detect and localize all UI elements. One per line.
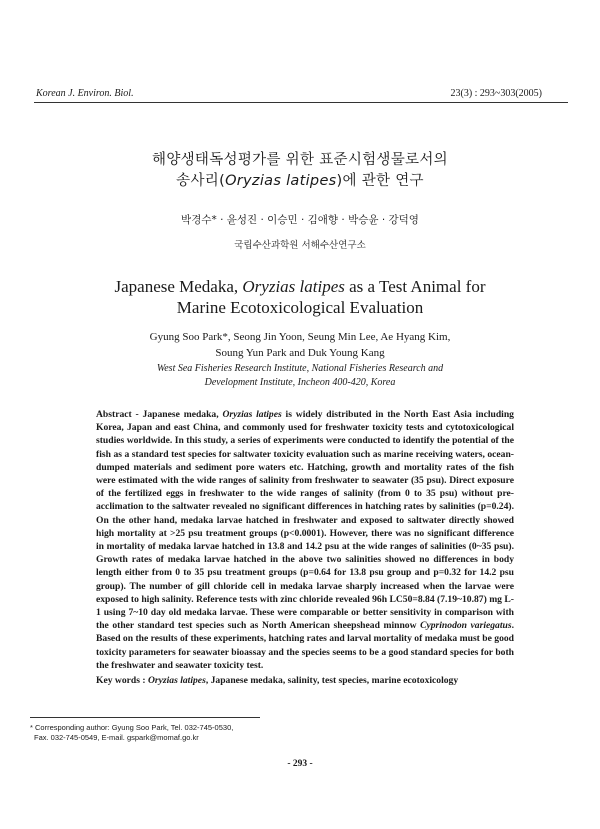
authors-line2: Soung Yun Park and Duk Young Kang xyxy=(215,346,385,359)
korean-title xyxy=(0,150,600,192)
english-title xyxy=(0,276,600,318)
korean-title-line2: 송사리(Oryzias latipes)에 관한 연구 xyxy=(176,173,424,189)
affiliation-line1: West Sea Fisheries Research Institute, National Fisheries Research and xyxy=(156,363,444,374)
affiliation-line2: Development Institute, Incheon 400-420, Korea xyxy=(204,377,396,388)
english-affiliation xyxy=(0,362,600,390)
abstract: Abstract - Japanese medaka, Oryzias latipes is widely distributed in the North East Asia including Korea, Japan and east China, and commonly used for freshwater toxicity tests and cytotoxicological studies worldwide. In this study, a series of experiments were conducted to identify the potential of the fish as a standard test species for saltwater toxicity evaluation such as marine receiving waters, ocean-dumped materials and sediment pore waters etc. Hatching, growth and mortality rates of the fish were estimated with the wide ranges of salinity from freshwater to seawater (35 psu). Direct exposure of the fertilized eggs in freshwater to the wide ranges of salinity (from 0 to 35 psu) without pre-acclimation to the saltwater revealed no significant differences in hatching rates by salinities (p=0.24). On the other hand, medaka larvae hatched in freshwater and exposed to saltwater directly showed high mortality at >25 psu treatment groups (p<0.0001). However, there was no significant difference in mortality of medaka larvae hatched in 13.8 and 14.2 psu at the wide ranges of salinities (0~35 psu). Growth rates of medaka larvae hatched in the above two salinities showed no differences in body length either from 0 to 35 psu treatment groups (p=0.64 for 13.8 psu group and p=0.32 for 14.2 psu group). The number of gill chloride cell in medaka larvae sharply increased when the larvae were exposed to high salinity. Reference tests with zinc chloride revealed 96h LC50=8.84 (7.19~10.87) mg L-1 using 7~10 day old medaka larvae. These were comparable or better sensitivity in comparison with the other standard test species such as North American sheepshead minnow Cyprinodon variegatus. Based on the results of these experiments, hatching rates and larval mortality of medaka must be good toxicity parameters for seawater bioassay and the species seems to be a good standard species for both the freshwater and seawater toxicity test. xyxy=(96,409,514,671)
keywords: Key words : Oryzias latipes, Japanese medaka, salinity, test species, marine ecotoxicology xyxy=(96,675,459,686)
english-title-line2: Marine Ecotoxicological Evaluation xyxy=(176,298,424,317)
english-authors xyxy=(0,330,600,361)
english-title-line1: Japanese Medaka, Oryzias latipes as a Test Animal for xyxy=(114,277,486,296)
footnote xyxy=(30,723,233,743)
header-rule xyxy=(34,102,568,103)
korean-authors: 박경수* · 윤성진 · 이승민 · 김애향 · 박승윤 · 강덕영 xyxy=(181,214,419,226)
korean-affiliation: 국립수산과학원 서해수산연구소 xyxy=(234,240,366,251)
volume-info: 23(3) : 293~303(2005) xyxy=(450,88,542,99)
journal-name: Korean J. Environ. Biol. xyxy=(36,88,134,99)
korean-title-line1: 해양생태독성평가를 위한 표준시험생물로서의 xyxy=(152,152,448,168)
page-number: - 293 - xyxy=(287,759,313,769)
footnote-rule xyxy=(30,717,260,718)
footnote-line2: Fax. 032-745-0549, E-mail. gspark@momaf.go.kr xyxy=(34,733,199,742)
authors-line1: Gyung Soo Park*, Seong Jin Yoon, Seung Min Lee, Ae Hyang Kim, xyxy=(149,331,451,343)
footnote-line1: * Corresponding author: Gyung Soo Park, Tel. 032-745-0530, xyxy=(30,723,234,732)
